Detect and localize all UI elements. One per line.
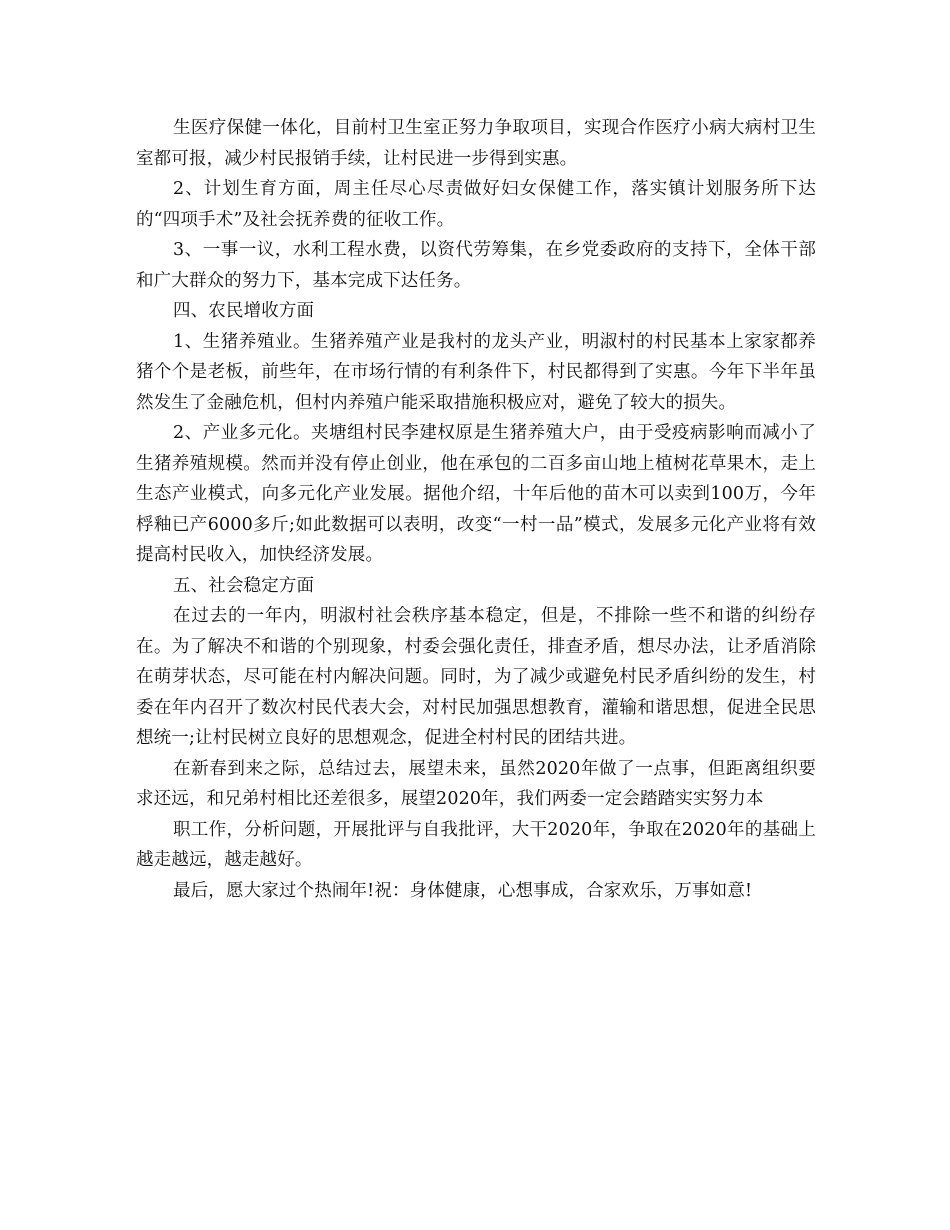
paragraph-social-order: 在过去的一年内，明淑村社会秩序基本稳定，但是，不排除一些不和谐的纠纷存在。为了解决不和谐的个别现象，村委会强化责任，排查矛盾，想尽办法，让矛盾消除在萌芽状态，尽可能在村内解决问题。同时，为了减少或避免村民矛盾纠纷的发生，村委在年内召开了数次村民代表大会，对村民加强思想教育，灌输和谐思想，促进全民思想统一;让村民树立良好的思想观念，促进全村村民的团结共进。 (136, 606, 816, 748)
paragraph-healthcare-continued: 生医疗保健一体化，目前村卫生室正努力争取项目，实现合作医疗小病大病村卫生室都可报，减少村民报销手续，让村民进一步得到实惠。 (136, 118, 816, 169)
paragraph-outlook: 在新春到来之际，总结过去，展望未来，虽然2020年做了一点事，但距离组织要求还远，和兄弟村相比还差很多，展望2020年，我们两委一定会踏踏实实努力本 (136, 758, 816, 809)
paragraph-closing-wishes: 最后，愿大家过个热闹年!祝：身体健康，心想事成，合家欢乐，万事如意! (173, 880, 753, 901)
paragraph-family-planning: 2、计划生育方面，周主任尽心尽责做好妇女保健工作，落实镇计划服务所下达的“四项手术”及社会抚养费的征收工作。 (136, 179, 816, 230)
section-heading-income: 四、农民增收方面 (173, 301, 315, 321)
paragraph-outlook-continued: 职工作，分析问题，开展批评与自我批评，大干2020年，争取在2020年的基础上越走越远，越走越好。 (136, 819, 816, 870)
paragraph-diversification: 2、产业多元化。夹塘组村民李建权原是生猪养殖大户，由于受疫病影响而减小了生猪养殖规模。然而并没有停止创业，他在承包的二百多亩山地上植树花草果木，走上生态产业模式，向多元化产业发展。据他介绍，十年后他的苗木可以卖到100万，今年桴釉已产6000多斤;如此数据可以表明，改变“一村一品”模式，发展多元化产业将有效提高村民收入，加快经济发展。 (136, 423, 816, 565)
paragraph-water-conservancy: 3、一事一议，水利工程水费，以资代劳筹集，在乡党委政府的支持下，全体干部和广大群众的努力下，基本完成下达任务。 (136, 240, 816, 291)
document-body (136, 113, 816, 906)
section-heading-stability: 五、社会稳定方面 (173, 575, 315, 596)
paragraph-pig-farming: 1、生猪养殖业。生猪养殖产业是我村的龙头产业，明淑村的村民基本上家家都养猪个个是老板，前些年，在市场行情的有利条件下，村民都得到了实惠。今年下半年虽然发生了金融危机，但村内养殖户能采取措施积极应对，避免了较大的损失。 (136, 331, 816, 413)
